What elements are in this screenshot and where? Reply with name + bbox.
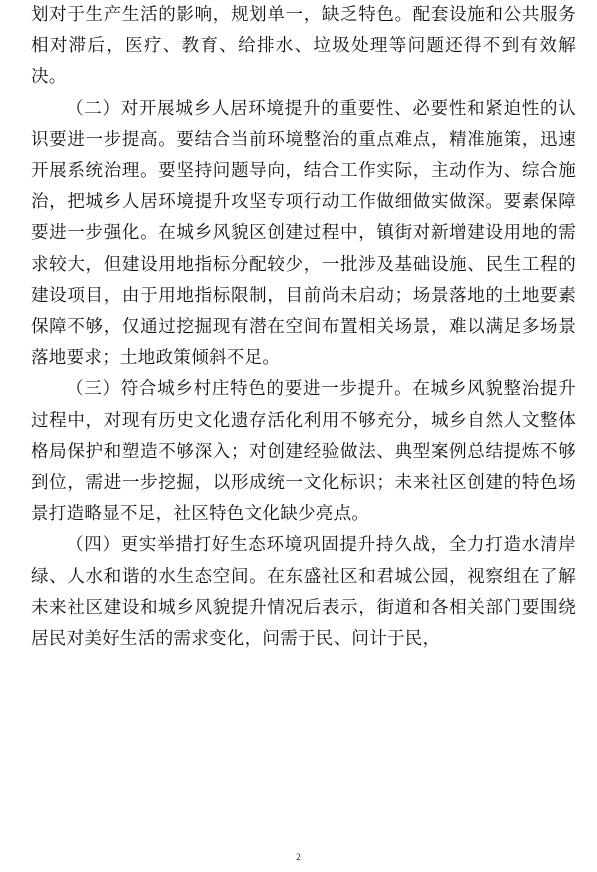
paragraph-section-2: （二）对开展城乡人居环境提升的重要性、必要性和紧迫性的认识要进一步提高。要结合当前环境整治的重点难点，精准施策，迅速开展系统治理。要坚持问题导向，结合工作实际，主动作为、综合施治，把城乡人居环境提升攻坚专项行动工作做细做实做深。要素保障要进一步强化。在城乡风貌区创建过程中，镇街对新增建设用地的需求较大，但建设用地指标分配较少，一批涉及基础设施、民生工程的建设项目，由于用地指标限制，目前尚未启动；场景落地的土地要素保障不够，仅通过挖掘现有潜在空间布置相关场景，难以满足多场景落地要求；土地政策倾斜不足。 [31, 98, 576, 369]
paragraph-section-4: （四）更实举措打好生态环境巩固提升持久战，全力打造水清岸绿、人水和谐的水生态空间。在东盛社区和君城公园，视察组在了解未来社区建设和城乡风貌提升情况后表示，街道和各相关部门要围绕居民对美好生活的需求变化，问需于民、问计于民， [31, 535, 576, 650]
paragraph-continued: 划对于生产生活的影响，规划单一，缺乏特色。配套设施和公共服务相对滞后，医疗、教育、给排水、垃圾处理等问题还得不到有效解决。 [31, 5, 576, 88]
paragraph-section-3: （三）符合城乡村庄特色的要进一步提升。在城乡风貌整治提升过程中，对现有历史文化遗存活化利用不够充分，城乡自然人文整体格局保护和塑造不够深入；对创建经验做法、典型案例总结提炼不够到位，需进一步挖掘，以形成统一文化标识；未来社区创建的特色场景打造略显不足，社区特色文化缺少亮点。 [31, 379, 576, 525]
page-number: 2 [296, 852, 301, 862]
document-page [31, 0, 576, 655]
